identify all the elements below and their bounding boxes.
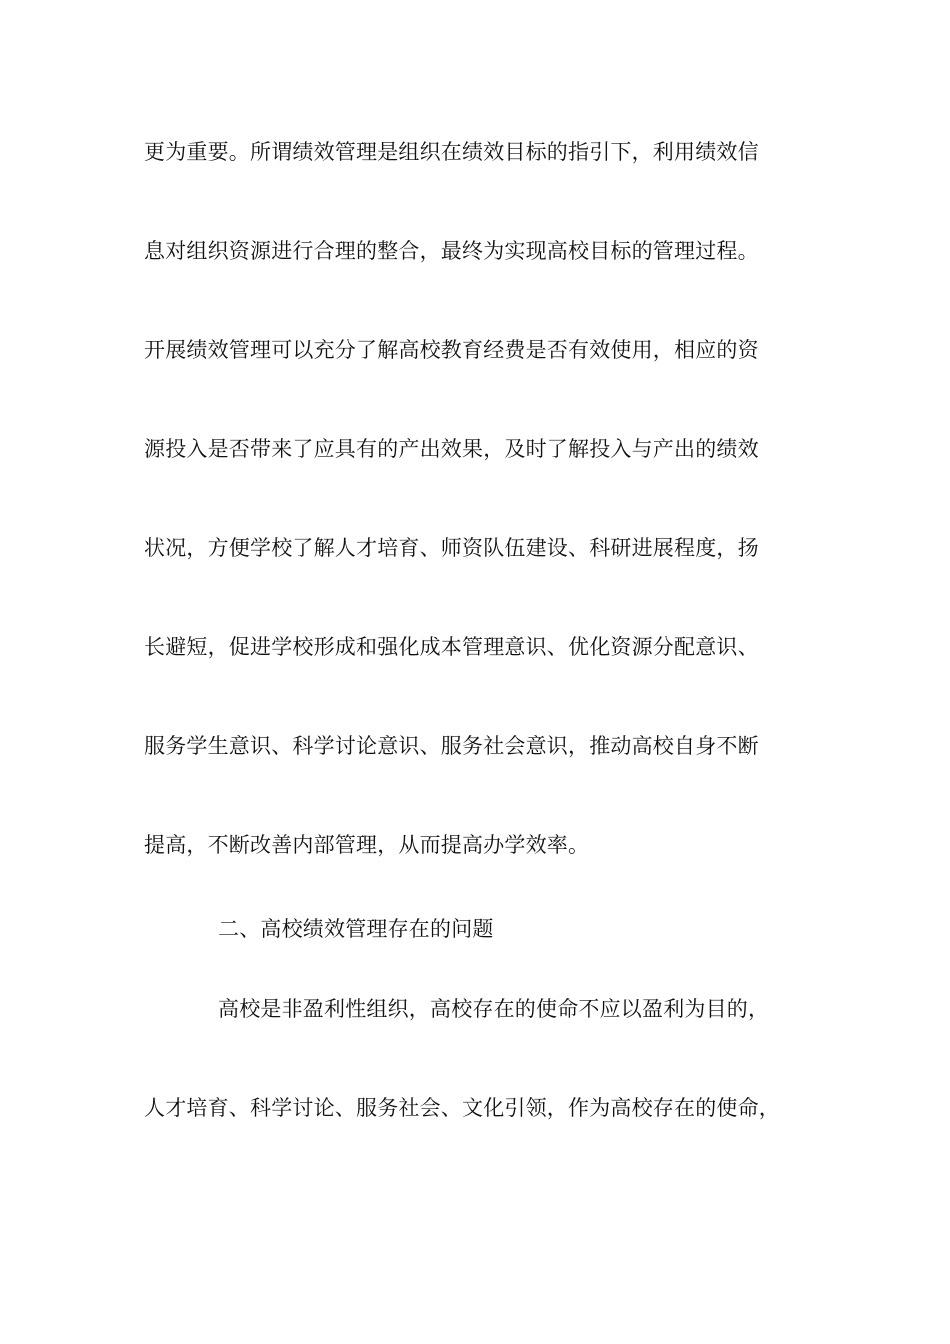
paragraph-line: 高校是非盈利性组织，高校存在的使命不应以盈利为目的，	[218, 997, 770, 1021]
paragraph-line: 开展绩效管理可以充分了解高校教育经费是否有效使用，相应的资	[144, 338, 759, 362]
paragraph-line: 服务学生意识、科学讨论意识、服务社会意识，推动高校自身不断	[144, 734, 759, 758]
paragraph-line: 提高，不断改善内部管理，从而提高办学效率。	[144, 833, 590, 857]
paragraph-line: 息对组织资源进行合理的整合，最终为实现高校目标的管理过程。	[144, 239, 759, 263]
paragraph-line: 状况，方便学校了解人才培育、师资队伍建设、科研进展程度，扬	[144, 536, 759, 560]
section-heading: 二、高校绩效管理存在的问题	[218, 917, 494, 941]
paragraph-line: 源投入是否带来了应具有的产出效果，及时了解投入与产出的绩效	[144, 437, 759, 461]
paragraph-line: 人才培育、科学讨论、服务社会、文化引领，作为高校存在的使命，	[144, 1096, 780, 1120]
paragraph-line: 长避短，促进学校形成和强化成本管理意识、优化资源分配意识、	[144, 635, 759, 659]
paragraph-line: 更为重要。所谓绩效管理是组织在绩效目标的指引下，利用绩效信	[144, 140, 759, 164]
